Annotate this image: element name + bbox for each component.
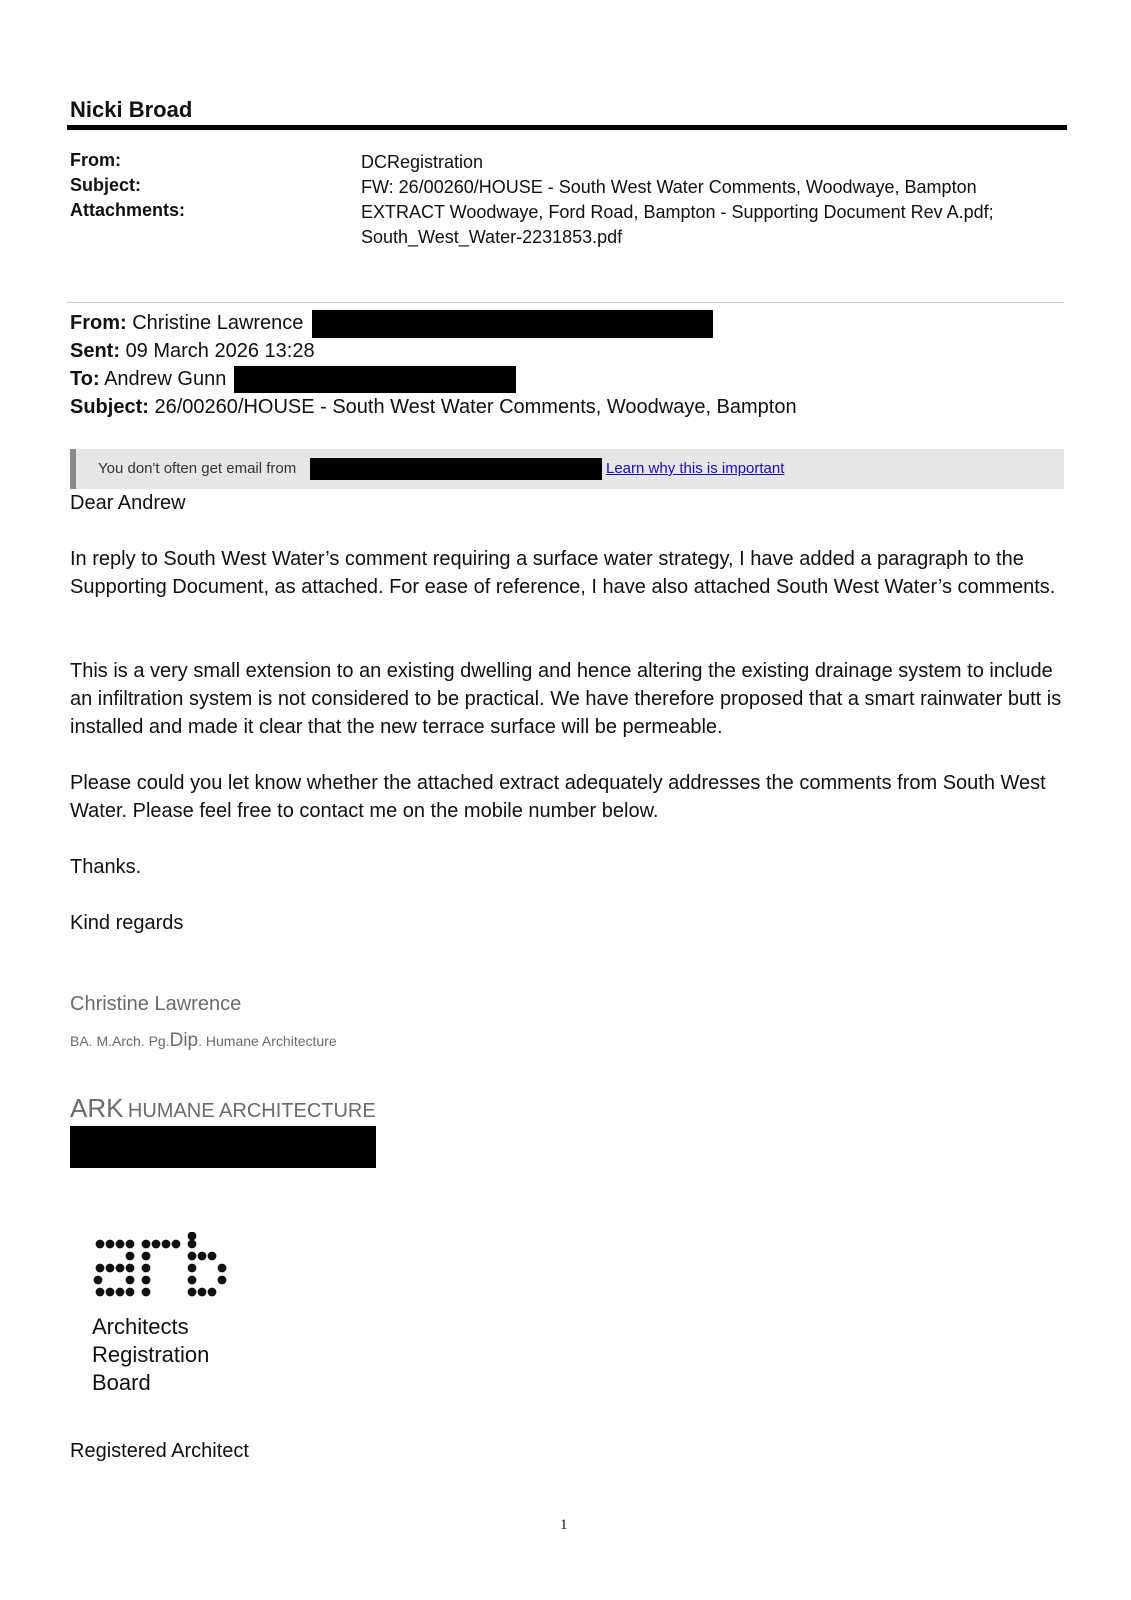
- fwd-from-label: From:: [70, 312, 127, 334]
- arb-line-2: Registration: [92, 1342, 210, 1367]
- fwd-subject-value: 26/00260/HOUSE - South West Water Comments, Woodwaye, Bampton: [154, 396, 797, 418]
- closing: Kind regards: [70, 912, 184, 934]
- fwd-subject-line: [70, 393, 797, 421]
- fwd-from-line: [70, 309, 303, 337]
- redaction-contact-details: [70, 1126, 376, 1168]
- cred-suffix: . Humane Architecture: [198, 1033, 337, 1049]
- banner-text: You don't often get email from: [98, 460, 297, 477]
- fwd-sent-label: Sent:: [70, 340, 120, 362]
- from-label: From:: [70, 150, 121, 170]
- learn-why-link[interactable]: Learn why this is important: [606, 460, 785, 477]
- cred-dip: Dip: [169, 1030, 199, 1051]
- signature-credentials: [70, 1030, 337, 1052]
- external-sender-banner: [70, 449, 1064, 489]
- fwd-sent-value: 09 March 2026 13:28: [125, 340, 315, 362]
- registered-architect: Registered Architect: [70, 1440, 249, 1462]
- banner-accent-bar: [70, 449, 76, 489]
- fwd-sent-line: [70, 337, 315, 365]
- subject-value: FW: 26/00260/HOUSE - South West Water Comments, Woodwaye, Bampton: [361, 177, 977, 197]
- greeting: Dear Andrew: [70, 492, 186, 514]
- attachment-2[interactable]: South_West_Water-2231853.pdf: [361, 227, 623, 247]
- from-value: DCRegistration: [361, 152, 484, 172]
- arb-line-1: Architects: [92, 1314, 189, 1339]
- heading-rule: [67, 125, 1067, 130]
- redaction-recipient-email: [234, 366, 516, 393]
- arb-line-3: Board: [92, 1370, 151, 1395]
- redaction-sender-email: [312, 310, 713, 338]
- fwd-to-value: Andrew Gunn: [104, 368, 227, 390]
- company-name: [70, 1093, 376, 1124]
- company-rest: HUMANE ARCHITECTURE: [127, 1100, 376, 1122]
- paragraph-1: In reply to South West Water’s comment requiring a surface water strategy, I have added a paragraph to the Supporting Document, as attached. For ease of reference, I have also attached South West Water’s comments.: [70, 548, 1056, 598]
- paragraph-3: Please could you let know whether the attached extract adequately addresses the comments from South West Water. Please feel free to contact me on the mobile number below.: [70, 772, 1046, 822]
- signature-name: Christine Lawrence: [70, 993, 242, 1015]
- redaction-banner-email: [310, 458, 602, 480]
- thanks: Thanks.: [70, 856, 142, 878]
- fwd-to-line: [70, 365, 226, 393]
- paragraph-2: This is a very small extension to an existing dwelling and hence altering the existing drainage system to include an infiltration system is not considered to be practical. We have therefore proposed that a smart rainwater butt is installed and made it clear that the new terrace surface will be permeable.: [70, 660, 1062, 738]
- arb-logo-text: [92, 1313, 209, 1397]
- fwd-subject-label: Subject:: [70, 396, 149, 418]
- arb-logo-icon: [90, 1232, 235, 1317]
- owner-name: Nicki Broad: [70, 97, 193, 122]
- attachment-1[interactable]: EXTRACT Woodwaye, Ford Road, Bampton - Supporting Document Rev A.pdf;: [361, 202, 994, 222]
- page-number: 1: [560, 1517, 568, 1533]
- fwd-from-value: Christine Lawrence: [132, 312, 304, 334]
- attachments-label: Attachments:: [70, 200, 186, 220]
- subject-label: Subject:: [70, 175, 142, 195]
- cred-prefix: BA. M.Arch. Pg.: [70, 1033, 170, 1049]
- fwd-to-label: To:: [70, 368, 100, 390]
- header-divider: [67, 302, 1064, 303]
- company-ark: ARK: [70, 1093, 124, 1123]
